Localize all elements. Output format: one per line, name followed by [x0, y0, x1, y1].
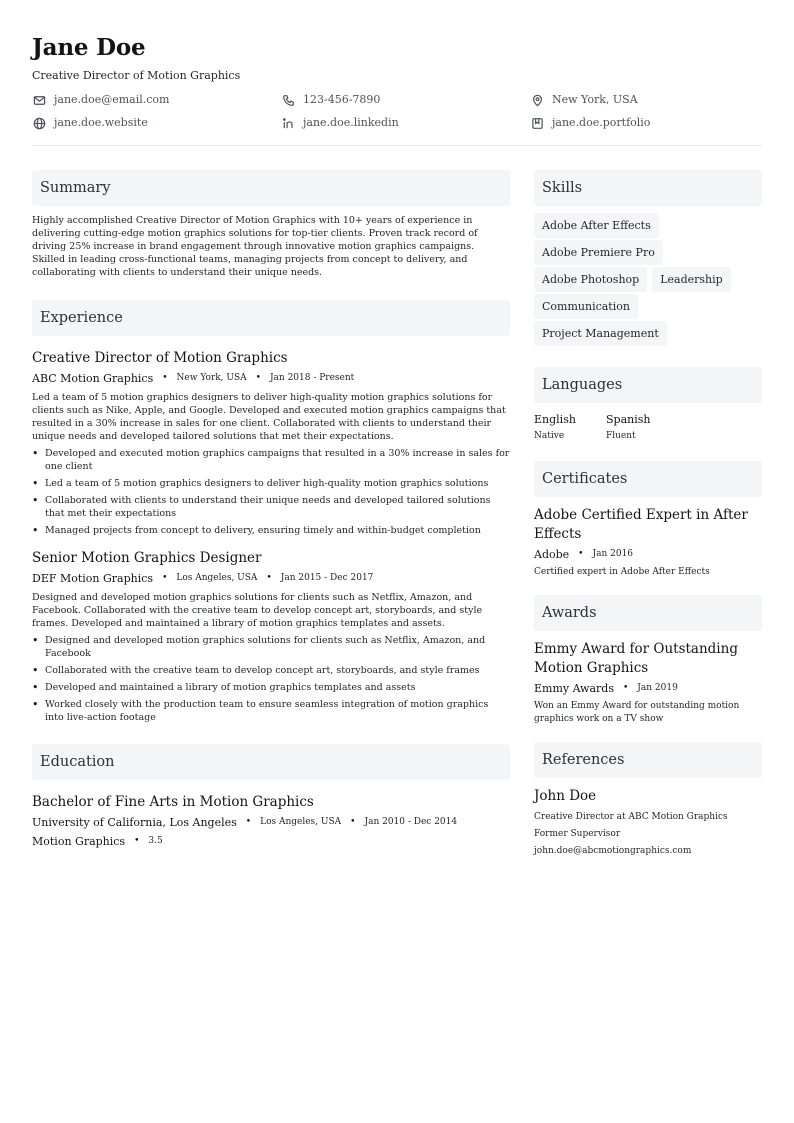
language-item — [534, 413, 606, 442]
job-bullet: • Led a team of 5 motion graphics designers to deliver high-quality motion graphics solutions — [32, 477, 510, 490]
job-bullet: • Designed and developed motion graphics solutions for clients such as Netflix, Amazon, and Facebook — [32, 634, 510, 660]
side-column — [534, 170, 762, 857]
certificates-heading: Certificates — [534, 461, 762, 497]
job-dates: Jan 2015 - Dec 2017 — [280, 573, 374, 583]
references-heading: References — [534, 742, 762, 778]
job-meta — [32, 372, 510, 385]
candidate-name: Jane Doe — [32, 34, 146, 61]
job-meta — [32, 572, 510, 585]
skill-tag: Adobe Premiere Pro — [534, 240, 663, 265]
location-icon — [530, 93, 544, 107]
skill-tag: Project Management — [534, 321, 667, 346]
job-title: Creative Director of Motion Graphics — [32, 350, 288, 366]
job-bullets — [32, 634, 510, 724]
separator-dot: • — [162, 573, 168, 583]
school-location: Los Angeles, USA — [260, 817, 342, 827]
degree-title: Bachelor of Fine Arts in Motion Graphics — [32, 794, 314, 810]
certificate-entry — [534, 506, 762, 579]
candidate-title: Creative Director of Motion Graphics — [32, 69, 241, 82]
job-company: DEF Motion Graphics — [32, 572, 154, 585]
certificate-issuer: Adobe — [534, 548, 570, 561]
job-description: Designed and developed motion graphics solutions for clients such as Netflix, Amazon, and Facebook. Collaborated with the creative team to develop concept art, storyboards, and style frames. Developed and maintained a library of motion graphics templates and assets. — [32, 592, 483, 629]
award-issuer: Emmy Awards — [534, 682, 614, 695]
language-name: English — [534, 413, 576, 426]
separator-dot: • — [134, 836, 140, 846]
contact-portfolio-text: jane.doe.portfolio — [552, 116, 651, 129]
education-heading: Education — [32, 744, 510, 780]
certificate-date: Jan 2016 — [592, 549, 634, 559]
job-location: Los Angeles, USA — [176, 573, 258, 583]
summary-text: Highly accomplished Creative Director of Motion Graphics with 10+ years of experience in delivering cutting-edge motion graphics solutions for top-tier clients. Proven track record of driving 25% increase in brand engagement through innovative motion graphics campaigns. Skilled in leading cross-functional teams, managing projects from concept to delivery, and collaborating with clients to understand their unique needs. — [32, 215, 478, 278]
languages-list — [534, 413, 762, 442]
education-dates: Jan 2010 - Dec 2014 — [364, 817, 458, 827]
job-dates: Jan 2018 - Present — [269, 373, 355, 383]
contact-portfolio[interactable] — [530, 116, 762, 130]
reference-name: John Doe — [534, 788, 597, 804]
phone-icon — [281, 93, 295, 107]
contact-website[interactable] — [32, 116, 281, 130]
job-location: New York, USA — [176, 373, 247, 383]
certificate-description: Certified expert in Adobe After Effects — [534, 567, 710, 577]
certificate-meta — [534, 548, 762, 561]
job-description: Led a team of 5 motion graphics designers to deliver high-quality motion graphics solutions for clients such as Nike, Apple, and Google. Developed and executed motion graphics campaigns that resulted in a 30% increase in sales for one client. Collaborated with clients to understand their unique needs and developed tailored solutions that met their expectations. — [32, 392, 506, 442]
award-meta — [534, 682, 762, 695]
certificate-title: Adobe Certified Expert in After Effects — [534, 507, 748, 542]
job-bullet: • Managed projects from concept to delivery, ensuring timely and within-budget completion — [32, 524, 510, 537]
contact-location-text: New York, USA — [552, 93, 638, 106]
separator-dot: • — [245, 817, 252, 827]
award-entry — [534, 640, 762, 726]
main-column — [32, 170, 510, 848]
contact-email-text: jane.doe@email.com — [54, 93, 170, 106]
header-divider — [32, 145, 762, 146]
job-company: ABC Motion Graphics — [32, 372, 154, 385]
award-date: Jan 2019 — [637, 683, 678, 693]
globe-icon — [32, 116, 46, 130]
separator-dot: • — [350, 817, 356, 827]
languages-heading: Languages — [534, 367, 762, 403]
experience-heading: Experience — [32, 300, 510, 336]
gpa-value: 3.5 — [148, 836, 163, 846]
summary-heading: Summary — [32, 170, 510, 206]
separator-dot: • — [622, 683, 629, 693]
job-bullet: • Worked closely with the production team to ensure seamless integration of motion graphics into live-action footage — [32, 698, 510, 724]
award-description: Won an Emmy Award for outstanding motion graphics work on a TV show — [534, 701, 740, 724]
award-title: Emmy Award for Outstanding Motion Graphics — [534, 641, 738, 676]
contact-linkedin[interactable] — [281, 116, 530, 130]
job-bullet: • Collaborated with clients to understand their unique needs and developed tailored solutions that met their expectations — [32, 494, 510, 520]
skill-tag: Adobe After Effects — [534, 213, 659, 238]
field-of-study: Motion Graphics — [32, 835, 126, 848]
job-bullet: • Developed and executed motion graphics campaigns that resulted in a 30% increase in sales for one client — [32, 447, 510, 473]
resume-header — [32, 34, 762, 130]
awards-heading: Awards — [534, 595, 762, 631]
contact-linkedin-text: jane.doe.linkedin — [303, 116, 399, 129]
skill-tag: Leadership — [652, 267, 730, 292]
school-name: University of California, Los Angeles — [32, 816, 237, 829]
reference-email[interactable]: john.doe@abcmotiongraphics.com — [534, 846, 692, 856]
skills-list — [534, 213, 762, 348]
skill-tag: Adobe Photoshop — [534, 267, 647, 292]
skills-heading: Skills — [534, 170, 762, 206]
language-level: Native — [534, 431, 565, 441]
reference-entry — [534, 787, 762, 857]
contact-email[interactable] — [32, 93, 281, 107]
portfolio-icon — [530, 116, 544, 130]
job-bullets — [32, 447, 510, 537]
contact-website-text: jane.doe.website — [54, 116, 148, 129]
reference-position: Creative Director at ABC Motion Graphics — [534, 812, 728, 822]
linkedin-icon — [281, 116, 295, 130]
experience-entry — [32, 550, 510, 724]
contact-phone[interactable] — [281, 93, 530, 107]
job-bullet: • Collaborated with the creative team to develop concept art, storyboards, and style frames — [32, 664, 510, 677]
skill-tag: Communication — [534, 294, 638, 319]
contact-location — [530, 93, 762, 107]
job-bullet: • Developed and maintained a library of motion graphics templates and assets — [32, 681, 510, 694]
separator-dot: • — [255, 373, 261, 383]
education-field-meta — [32, 835, 510, 848]
language-name: Spanish — [606, 413, 651, 426]
separator-dot: • — [578, 549, 584, 559]
language-level: Fluent — [606, 431, 636, 441]
job-title: Senior Motion Graphics Designer — [32, 550, 262, 566]
contact-list — [32, 93, 762, 130]
separator-dot: • — [266, 573, 272, 583]
separator-dot: • — [162, 373, 168, 383]
language-item — [606, 413, 678, 442]
experience-entry — [32, 350, 510, 537]
reference-relation: Former Supervisor — [534, 829, 621, 839]
contact-phone-text: 123-456-7890 — [303, 93, 381, 106]
education-entry — [32, 794, 510, 848]
education-meta — [32, 816, 510, 829]
mail-icon — [32, 93, 46, 107]
